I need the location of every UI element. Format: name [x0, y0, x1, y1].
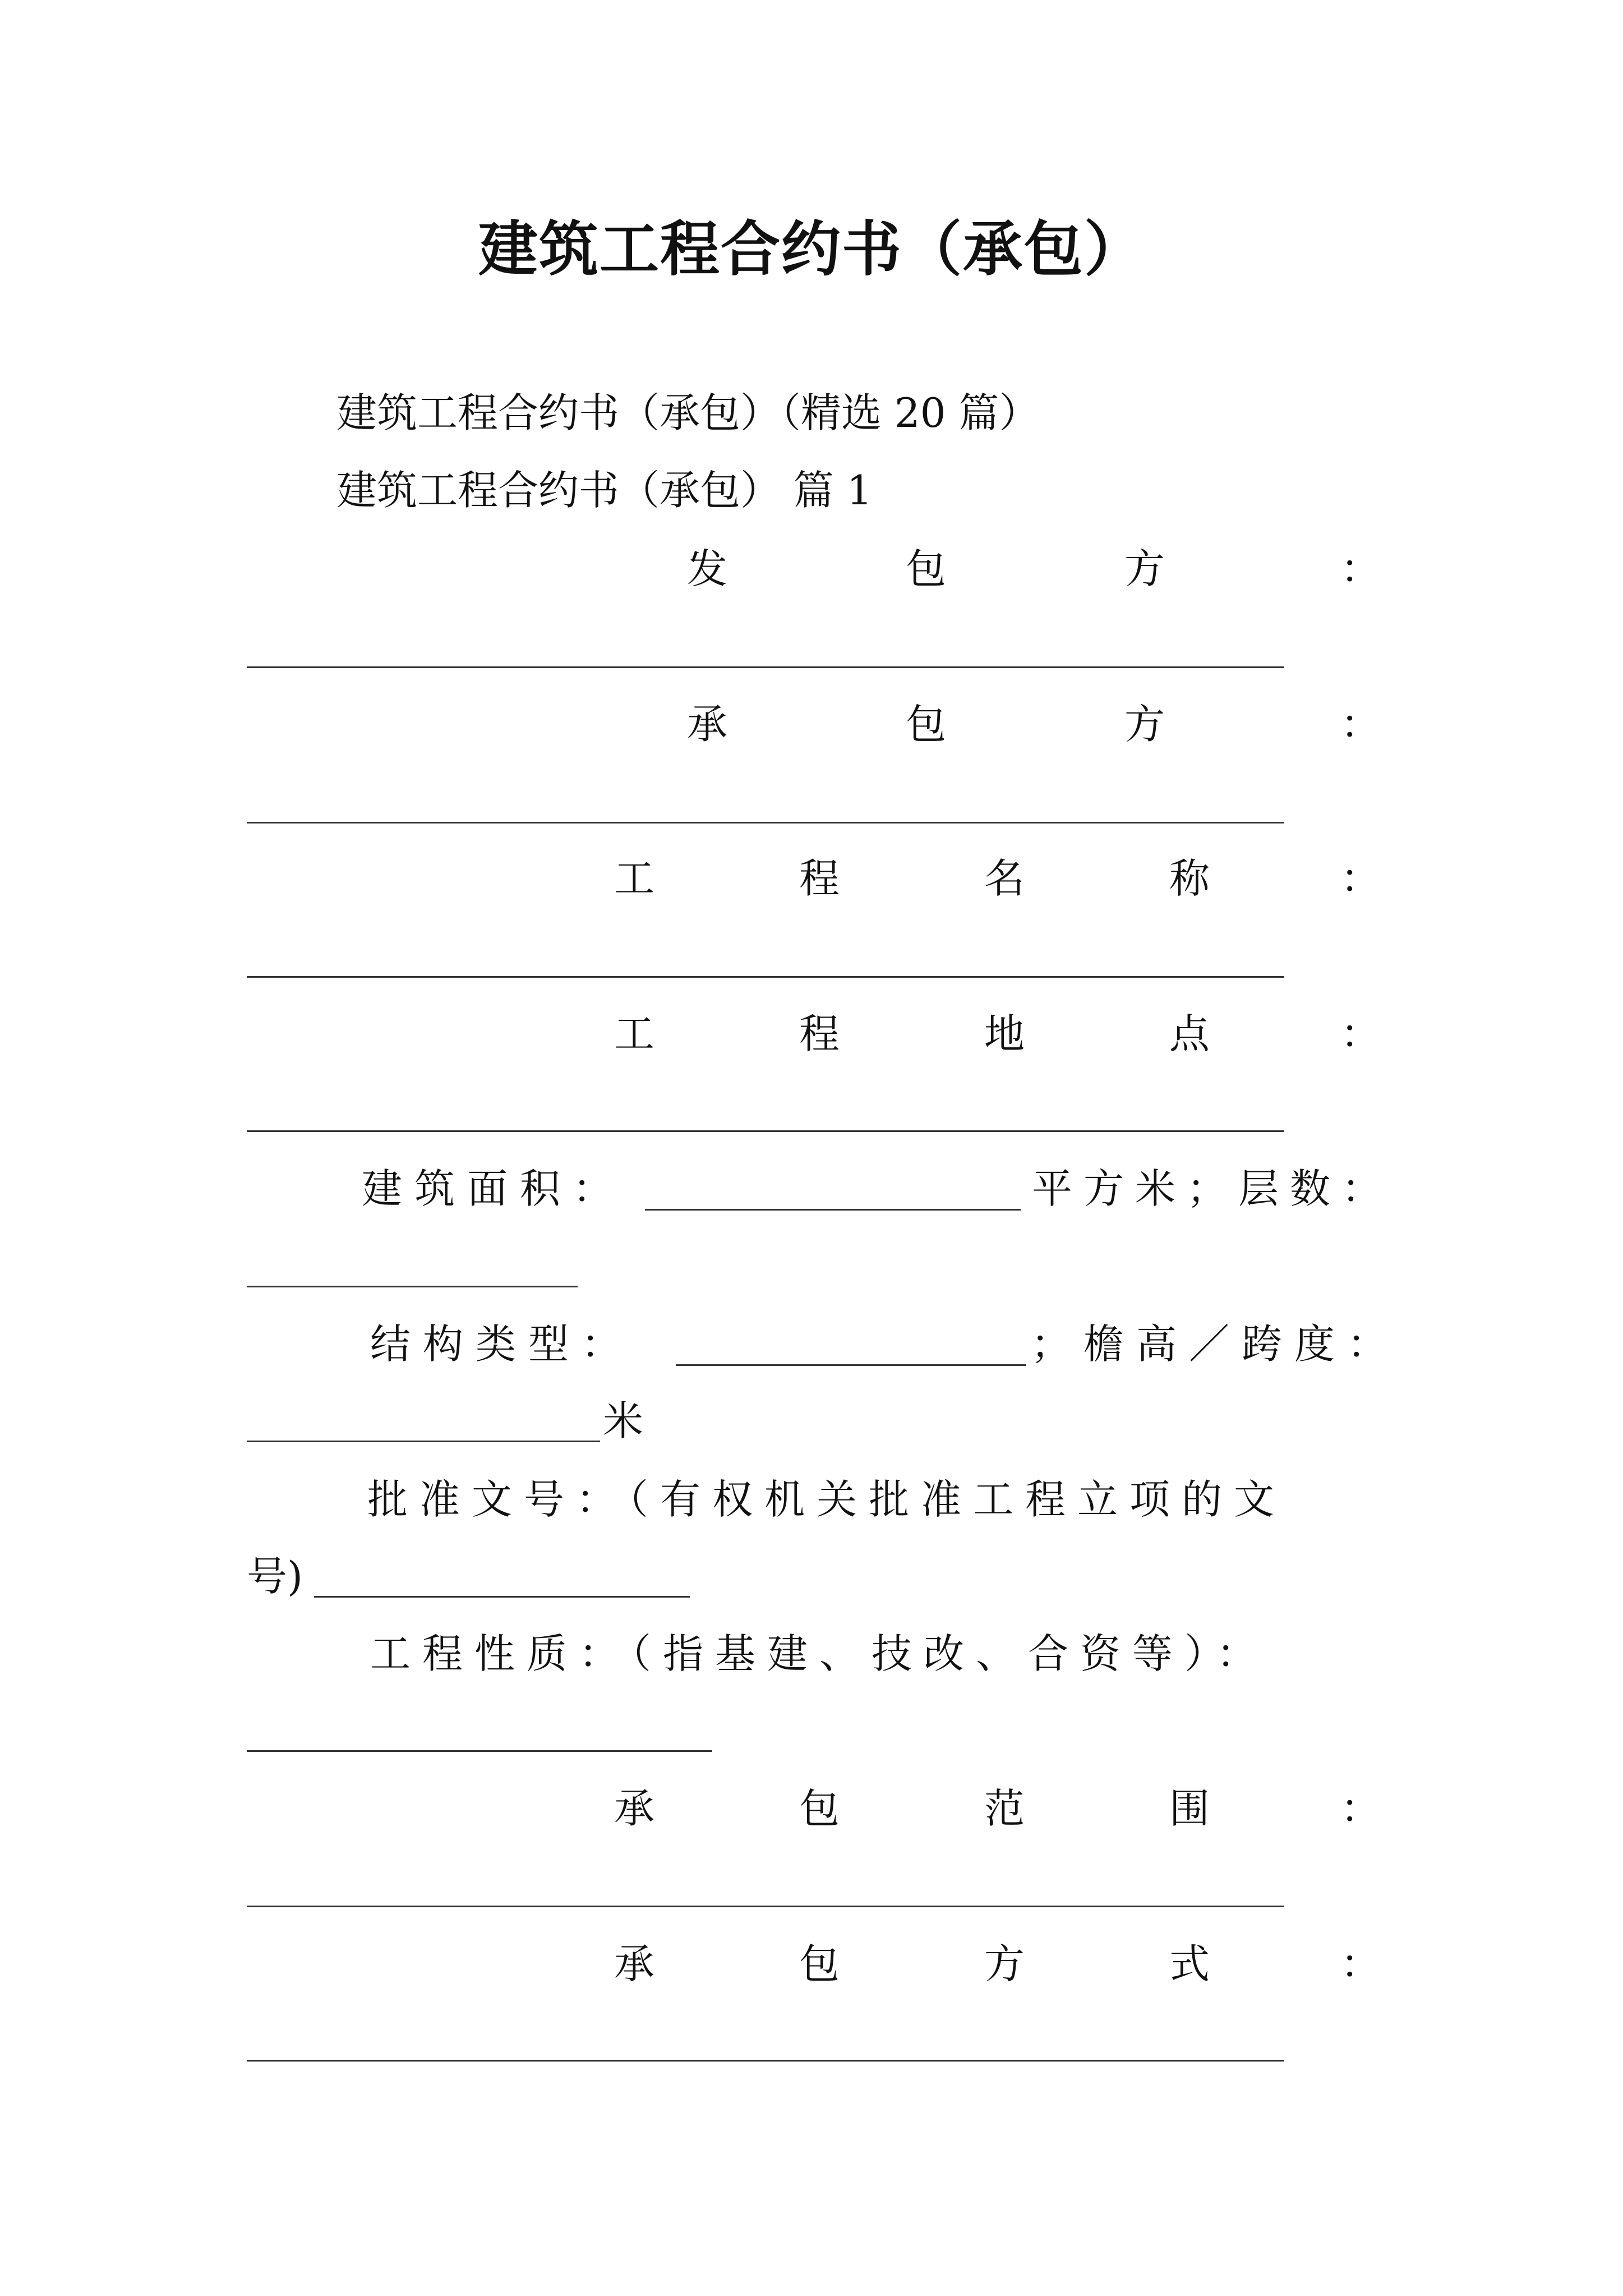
project-site-blank[interactable]	[247, 1130, 1284, 1132]
meter-unit: 米	[603, 1397, 644, 1444]
method-char-1: 承	[614, 1940, 655, 1987]
scope-char-2: 包	[799, 1785, 840, 1832]
contractor-blank[interactable]	[247, 822, 1284, 823]
document-title: 建筑工程合约书（承包）	[478, 214, 1145, 284]
contractor-char-2: 包	[906, 701, 947, 748]
project-name-char-1: 工	[614, 855, 655, 902]
contractor-char-3: 方	[1124, 701, 1165, 748]
scope-colon: ：	[1340, 1785, 1381, 1832]
project-name-blank[interactable]	[247, 976, 1284, 978]
project-site-char-2: 程	[799, 1010, 840, 1057]
project-nature-blank[interactable]	[247, 1750, 712, 1752]
scope-char-3: 范	[984, 1785, 1025, 1832]
issuer-blank[interactable]	[247, 666, 1284, 668]
contractor-colon: ：	[1340, 701, 1381, 748]
project-site-colon: ：	[1340, 1010, 1381, 1057]
project-nature-label: 工程性质：（指基建、技改、合资等）：	[370, 1630, 1269, 1677]
issuer-char-1: 发	[687, 545, 728, 592]
project-name-char-3: 名	[984, 855, 1025, 902]
project-name-colon: ：	[1340, 855, 1381, 902]
project-name-char-2: 程	[799, 855, 840, 902]
building-area-blank[interactable]	[645, 1209, 1021, 1211]
structure-type-label: 结构类型：	[370, 1320, 634, 1368]
contractor-char-1: 承	[687, 701, 728, 748]
project-site-char-4: 点	[1169, 1010, 1210, 1057]
scope-char-1: 承	[614, 1785, 655, 1832]
approval-number-label: 批准文号：（有权机关批准工程立项的文	[367, 1476, 1287, 1523]
method-char-2: 包	[799, 1940, 840, 1987]
building-area-label: 建筑面积：	[362, 1165, 626, 1212]
scope-char-4: 围	[1169, 1785, 1210, 1832]
document-subtitle: 建筑工程合约书（承包）（精选 20 篇）	[336, 389, 1040, 436]
eaves-span-blank[interactable]	[247, 1441, 600, 1442]
approval-number-cont: 号)	[247, 1553, 303, 1600]
project-name-char-4: 称	[1169, 855, 1210, 902]
project-site-char-3: 地	[984, 1010, 1025, 1057]
eaves-span-label: ；檐高／跨度：	[1031, 1320, 1400, 1368]
method-colon: ：	[1340, 1940, 1381, 1987]
floors-blank[interactable]	[247, 1286, 578, 1287]
project-site-char-1: 工	[614, 1010, 655, 1057]
method-blank[interactable]	[247, 2060, 1284, 2062]
structure-type-blank[interactable]	[676, 1364, 1026, 1366]
issuer-char-3: 方	[1124, 545, 1165, 592]
section-heading: 建筑工程合约书（承包） 篇 1	[336, 467, 873, 514]
approval-number-blank[interactable]	[314, 1596, 690, 1598]
method-char-3: 方	[984, 1940, 1025, 1987]
issuer-char-2: 包	[906, 545, 947, 592]
sqm-floors-label: 平方米；层数：	[1032, 1165, 1394, 1212]
issuer-colon: ：	[1340, 545, 1381, 592]
scope-blank[interactable]	[247, 1906, 1284, 1907]
method-char-4: 式	[1169, 1940, 1210, 1987]
